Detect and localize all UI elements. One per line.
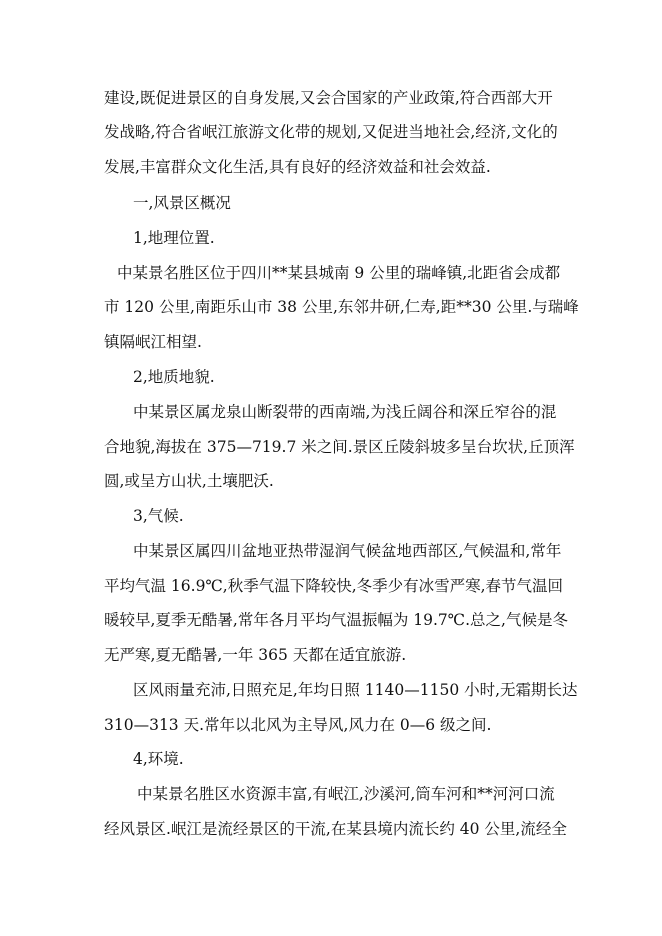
text-line: 镇隔岷江相望. <box>104 333 202 351</box>
text-line: 经风景区.岷江是流经景区的干流,在某县境内流长约 40 公里,流经全 <box>104 820 567 838</box>
text-line: 圆,或呈方山状,土壤肥沃. <box>104 472 274 490</box>
text-line: 无严寒,夏无酷暑,一年 365 天都在适宜旅游. <box>104 646 407 664</box>
subsection-heading: 3,气候. <box>133 507 184 525</box>
text-line: 中某景名胜区位于四川**某县城南 9 公里的瑞峰镇,北距省会成都 <box>117 264 561 282</box>
text-line: 平均气温 16.9℃,秋季气温下降较快,冬季少有冰雪严寒,春节气温回 <box>104 577 564 595</box>
text-line: 建设,既促进景区的自身发展,又会合国家的产业政策,符合西部大开 <box>104 89 553 107</box>
text-line: 中某景区属龙泉山断裂带的西南端,为浅丘阔谷和深丘窄谷的混 <box>133 403 557 421</box>
subsection-heading: 4,环境. <box>133 750 184 768</box>
text-line: 中某景名胜区水资源丰富,有岷江,沙溪河,筒车河和**河河口流 <box>137 785 555 803</box>
section-heading: 一,风景区概况 <box>133 194 231 212</box>
subsection-heading: 2,地质地貌. <box>133 368 215 386</box>
text-line: 310—313 天.常年以北风为主导风,风力在 0—6 级之间. <box>104 716 492 734</box>
text-line: 发展,丰富群众文化生活,具有良好的经济效益和社会效益. <box>104 158 491 176</box>
text-line: 中某景区属四川盆地亚热带湿润气候盆地西部区,气候温和,常年 <box>133 542 562 560</box>
text-line: 发战略,符合省岷江旅游文化带的规划,又促进当地社会,经济,文化的 <box>104 123 558 141</box>
text-line: 暖较早,夏季无酷暑,常年各月平均气温振幅为 19.7℃.总之,气候是冬 <box>104 611 568 629</box>
text-line: 区风雨量充沛,日照充足,年均日照 1140—1150 小时,无霜期长达 <box>133 681 578 699</box>
text-line: 市 120 公里,南距乐山市 38 公里,东邻井研,仁寿,距**30 公里.与瑞峰 <box>104 298 579 316</box>
subsection-heading: 1,地理位置. <box>133 229 215 247</box>
text-line: 合地貌,海拔在 375—719.7 米之间.景区丘陵斜坡多呈台坎状,丘顶浑 <box>104 438 575 456</box>
